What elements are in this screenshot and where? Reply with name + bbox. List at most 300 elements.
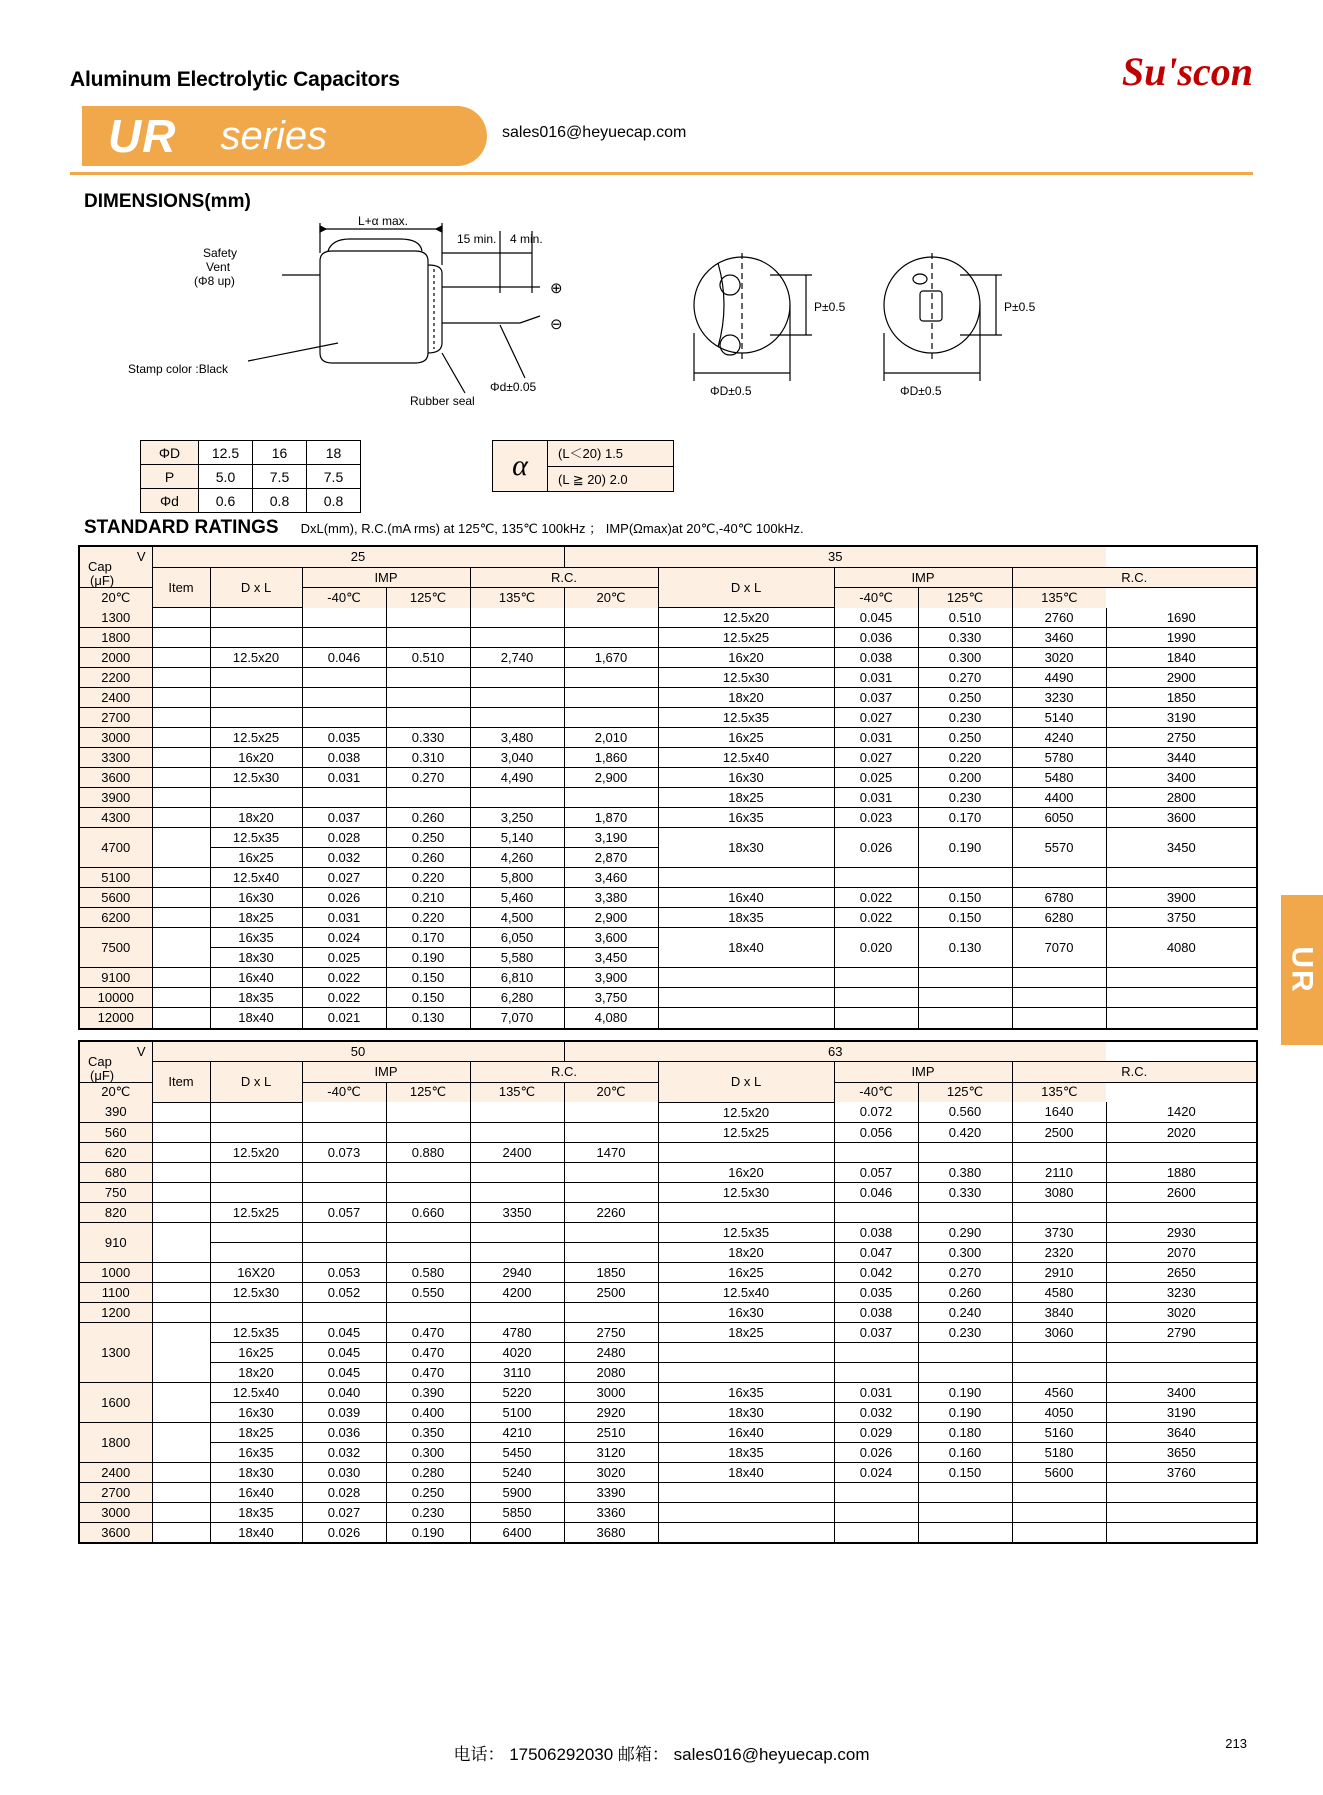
item-cell: [152, 1142, 210, 1162]
data-cell: 18x20: [210, 1362, 302, 1382]
dxl-cell: 16x40: [658, 1422, 834, 1442]
series-word: series: [220, 113, 328, 158]
table-row: [141, 441, 361, 465]
data-cell: 2,900: [564, 908, 658, 928]
data-cell: 2500: [1012, 1122, 1106, 1142]
dxl-cell: 18x25: [658, 788, 834, 808]
data-cell: 6,280: [470, 988, 564, 1008]
data-cell: [564, 1242, 658, 1262]
header-135c: 135℃: [470, 588, 564, 608]
data-cell: 0.026: [302, 1522, 386, 1542]
data-cell: 0.150: [918, 908, 1012, 928]
data-cell: 0.047: [834, 1242, 918, 1262]
dxl-cell: [658, 1522, 834, 1542]
header-m40c: -40℃: [834, 588, 918, 608]
data-cell: 16x25: [210, 848, 302, 868]
data-cell: 0.020: [834, 928, 918, 968]
item-cell: [152, 1382, 210, 1422]
header-dxl-2: D x L: [658, 1062, 834, 1103]
table-row: [80, 988, 1256, 1008]
data-cell: [302, 1302, 386, 1322]
header-rc-2: R.C.: [1012, 567, 1256, 588]
item-cell: [152, 1122, 210, 1142]
data-cell: 3,040: [470, 748, 564, 768]
data-cell: 5220: [470, 1382, 564, 1402]
table-row: [80, 1422, 1256, 1442]
data-cell: [470, 1102, 564, 1122]
dxl-cell: 18x20: [658, 1242, 834, 1262]
table-row: [80, 1008, 1256, 1028]
ratings-note: DxL(mm), R.C.(mA rms) at 125℃, 135℃ 100kHz ； IMP(Ωmax)at 20℃,-40℃ 100kHz.: [300, 521, 804, 536]
cap-cell: 6200: [80, 908, 152, 928]
dxl-cell: 16x35: [658, 808, 834, 828]
data-cell: 7070: [1012, 928, 1106, 968]
data-cell: 0.038: [834, 1302, 918, 1322]
dxl-cell: 12.5x30: [658, 1182, 834, 1202]
data-cell: [564, 688, 658, 708]
header-rc-1: R.C.: [470, 567, 658, 588]
data-cell: 3230: [1106, 1282, 1256, 1302]
ratings-table-2: [80, 1042, 1256, 1543]
data-cell: [302, 1222, 386, 1242]
data-cell: [302, 1122, 386, 1142]
data-cell: 3080: [1012, 1182, 1106, 1202]
cap-cell: 3000: [80, 1502, 152, 1522]
data-cell: 0.031: [302, 768, 386, 788]
item-cell: [152, 788, 210, 808]
data-cell: 2320: [1012, 1242, 1106, 1262]
header-cap-unit: (μF): [90, 573, 115, 588]
table-row: [80, 1142, 1256, 1162]
data-cell: [470, 788, 564, 808]
voltage-group-63: 63: [564, 1042, 1106, 1062]
data-cell: 5850: [470, 1502, 564, 1522]
data-cell: 12.5x35: [210, 1322, 302, 1342]
data-cell: 16x30: [210, 888, 302, 908]
dxl-cell: [658, 1502, 834, 1522]
table-row: [80, 1062, 1256, 1083]
data-cell: 0.330: [918, 628, 1012, 648]
data-cell: [1012, 988, 1106, 1008]
table-row: [80, 888, 1256, 908]
data-cell: 18x30: [210, 948, 302, 968]
data-cell: 12.5x40: [210, 868, 302, 888]
dxl-cell: 16x35: [658, 1382, 834, 1402]
data-cell: 0.037: [834, 1322, 918, 1342]
data-cell: [210, 788, 302, 808]
table-row: [80, 1522, 1256, 1542]
data-cell: 0.280: [386, 1462, 470, 1482]
data-cell: 0.024: [834, 1462, 918, 1482]
data-cell: [210, 668, 302, 688]
data-cell: 5,140: [470, 828, 564, 848]
item-cell: [152, 1102, 210, 1122]
data-cell: 16X20: [210, 1262, 302, 1282]
item-cell: [152, 1462, 210, 1482]
dimension-table: [140, 440, 361, 513]
data-cell: 3350: [470, 1202, 564, 1222]
data-cell: 3360: [564, 1502, 658, 1522]
table-row: [80, 1322, 1256, 1342]
data-cell: 3680: [564, 1522, 658, 1542]
data-cell: 0.027: [834, 748, 918, 768]
data-cell: 12.5x20: [210, 648, 302, 668]
data-cell: 1,860: [564, 748, 658, 768]
header-v-label: V: [136, 549, 146, 564]
brand-logo: Su'scon: [1121, 49, 1253, 94]
ratings-table-1: [80, 547, 1256, 1028]
data-cell: 1640: [1012, 1102, 1106, 1122]
data-cell: 0.037: [302, 808, 386, 828]
dxl-cell: 18x25: [658, 1322, 834, 1342]
label-phi-D-2: ΦD±0.5: [900, 384, 942, 398]
data-cell: [210, 1162, 302, 1182]
dxl-cell: [658, 1482, 834, 1502]
data-cell: 16x35: [210, 1442, 302, 1462]
data-cell: [1012, 1522, 1106, 1542]
data-cell: 3190: [1106, 708, 1256, 728]
data-cell: [1106, 1502, 1256, 1522]
header-cap-label: Cap: [88, 1053, 112, 1069]
table-row: [80, 788, 1256, 808]
dxl-cell: 12.5x35: [658, 708, 834, 728]
dxl-cell: [658, 1202, 834, 1222]
data-cell: 4400: [1012, 788, 1106, 808]
data-cell: [302, 608, 386, 628]
dim-row-label: Φd: [141, 489, 199, 513]
data-cell: 5180: [1012, 1442, 1106, 1462]
data-cell: [210, 1222, 302, 1242]
cap-cell: 2400: [80, 688, 152, 708]
data-cell: [1012, 1502, 1106, 1522]
table-row: [80, 1262, 1256, 1282]
data-cell: 3450: [1106, 828, 1256, 868]
dim-row-label: ΦD: [141, 441, 199, 465]
data-cell: 0.045: [834, 608, 918, 628]
data-cell: 1850: [564, 1262, 658, 1282]
header-125c: 125℃: [386, 588, 470, 608]
data-cell: 0.036: [302, 1422, 386, 1442]
table-row: [141, 489, 361, 513]
dxl-cell: [658, 1342, 834, 1362]
dxl-cell: 18x40: [658, 928, 834, 968]
data-cell: [302, 1162, 386, 1182]
data-cell: 0.250: [918, 688, 1012, 708]
dim-cell: 0.6: [199, 489, 253, 513]
data-cell: 6780: [1012, 888, 1106, 908]
data-cell: 1990: [1106, 628, 1256, 648]
data-cell: [918, 968, 1012, 988]
data-cell: 0.470: [386, 1342, 470, 1362]
alpha-definition-box: [492, 440, 674, 492]
cap-cell: 9100: [80, 968, 152, 988]
data-cell: 0.580: [386, 1262, 470, 1282]
dxl-cell: 12.5x25: [658, 1122, 834, 1142]
ratings-table-2-box: [78, 1040, 1258, 1545]
data-cell: 1420: [1106, 1102, 1256, 1122]
data-cell: 1850: [1106, 688, 1256, 708]
dim-cell: 0.8: [253, 489, 307, 513]
data-cell: [210, 1102, 302, 1122]
header-125c: 125℃: [918, 1082, 1012, 1102]
data-cell: 4490: [1012, 668, 1106, 688]
label-15min: 15 min.: [457, 232, 497, 246]
data-cell: 0.032: [302, 1442, 386, 1462]
data-cell: 3600: [1106, 808, 1256, 828]
dxl-cell: [658, 968, 834, 988]
series-badge: [82, 106, 487, 166]
data-cell: 3,900: [564, 968, 658, 988]
header-rc-1: R.C.: [470, 1062, 658, 1083]
data-cell: 5240: [470, 1462, 564, 1482]
data-cell: 12.5x20: [210, 1142, 302, 1162]
data-cell: 18x20: [210, 808, 302, 828]
data-cell: [918, 1522, 1012, 1542]
alpha-row: (L＜20) 1.5: [548, 441, 673, 467]
label-minus: ⊖: [550, 316, 563, 333]
table-row: [80, 908, 1256, 928]
data-cell: 0.045: [302, 1362, 386, 1382]
data-cell: [210, 1182, 302, 1202]
data-cell: [210, 628, 302, 648]
table-row: [80, 628, 1256, 648]
data-cell: 0.057: [302, 1202, 386, 1222]
dxl-cell: 18x20: [658, 688, 834, 708]
data-cell: 6050: [1012, 808, 1106, 828]
data-cell: 0.022: [834, 908, 918, 928]
data-cell: 0.560: [918, 1102, 1012, 1122]
label-p-tol-2: P±0.5: [1004, 300, 1036, 314]
data-cell: [386, 608, 470, 628]
table-row: [80, 1502, 1256, 1522]
data-cell: 5570: [1012, 828, 1106, 868]
data-cell: 0.230: [918, 708, 1012, 728]
data-cell: 4580: [1012, 1282, 1106, 1302]
data-cell: 0.220: [386, 868, 470, 888]
data-cell: [210, 1302, 302, 1322]
data-cell: 0.072: [834, 1102, 918, 1122]
data-cell: 1,870: [564, 808, 658, 828]
data-cell: [210, 1122, 302, 1142]
data-cell: 0.380: [918, 1162, 1012, 1182]
data-cell: [1012, 1202, 1106, 1222]
data-cell: [386, 788, 470, 808]
alpha-row: (L ≧ 20) 2.0: [558, 472, 628, 487]
data-cell: 5780: [1012, 748, 1106, 768]
data-cell: [918, 1202, 1012, 1222]
data-cell: [834, 1522, 918, 1542]
data-cell: 0.190: [386, 948, 470, 968]
series-code: UR: [108, 110, 177, 162]
table-row: [80, 1442, 1256, 1462]
data-cell: 12.5x25: [210, 1202, 302, 1222]
cap-cell: 7500: [80, 928, 152, 968]
label-safety-vent-2: Vent: [206, 260, 231, 274]
header-email: sales016@heyuecap.com: [502, 124, 687, 141]
data-cell: 2500: [564, 1282, 658, 1302]
data-cell: 2790: [1106, 1322, 1256, 1342]
cap-cell: 820: [80, 1202, 152, 1222]
data-cell: 16x25: [210, 1342, 302, 1362]
data-cell: 6280: [1012, 908, 1106, 928]
data-cell: 3,380: [564, 888, 658, 908]
data-cell: 0.031: [302, 908, 386, 928]
dim-cell: 12.5: [199, 441, 253, 465]
data-cell: 0.056: [834, 1122, 918, 1142]
data-cell: [302, 1182, 386, 1202]
data-cell: 0.250: [386, 828, 470, 848]
data-cell: 6,810: [470, 968, 564, 988]
cap-cell: 1200: [80, 1302, 152, 1322]
data-cell: 0.660: [386, 1202, 470, 1222]
data-cell: [470, 1162, 564, 1182]
table-row: [80, 1482, 1256, 1502]
header-dxl-2: D x L: [658, 567, 834, 608]
header-135c: 135℃: [1012, 588, 1106, 608]
table-row: [80, 868, 1256, 888]
data-cell: [386, 688, 470, 708]
item-cell: [152, 608, 210, 628]
item-cell: [152, 1502, 210, 1522]
data-cell: 18x30: [210, 1462, 302, 1482]
data-cell: 4560: [1012, 1382, 1106, 1402]
data-cell: 12.5x30: [210, 768, 302, 788]
data-cell: [210, 1242, 302, 1262]
voltage-group-50: 50: [152, 1042, 564, 1062]
page-title: Aluminum Electrolytic Capacitors: [70, 68, 400, 91]
item-cell: [152, 988, 210, 1008]
table-row: [80, 808, 1256, 828]
data-cell: 4050: [1012, 1402, 1106, 1422]
cap-cell: 2400: [80, 1462, 152, 1482]
data-cell: 0.230: [386, 1502, 470, 1522]
data-cell: 0.300: [386, 1442, 470, 1462]
data-cell: 1470: [564, 1142, 658, 1162]
table-row: [80, 1102, 1256, 1122]
cap-cell: 910: [80, 1222, 152, 1262]
data-cell: 0.130: [918, 928, 1012, 968]
item-cell: [152, 868, 210, 888]
data-cell: 18x35: [210, 988, 302, 1008]
data-cell: 4,260: [470, 848, 564, 868]
cap-cell: 2000: [80, 648, 152, 668]
cap-cell: 2700: [80, 708, 152, 728]
data-cell: 0.032: [302, 848, 386, 868]
data-cell: 5600: [1012, 1462, 1106, 1482]
data-cell: [210, 608, 302, 628]
data-cell: 2600: [1106, 1182, 1256, 1202]
data-cell: 0.330: [386, 728, 470, 748]
label-phi-D-1: ΦD±0.5: [710, 384, 752, 398]
ratings-header: [84, 517, 1253, 539]
data-cell: 0.028: [302, 828, 386, 848]
data-cell: 16x20: [210, 748, 302, 768]
cap-cell: 2700: [80, 1482, 152, 1502]
data-cell: 0.510: [918, 608, 1012, 628]
cap-cell: 4700: [80, 828, 152, 868]
label-safety-vent-3: (Φ8 up): [194, 274, 235, 288]
data-cell: 18x25: [210, 908, 302, 928]
table-row: [80, 608, 1256, 628]
data-cell: [470, 1122, 564, 1142]
data-cell: [918, 1008, 1012, 1028]
cap-cell: 3000: [80, 728, 152, 748]
data-cell: 12.5x25: [210, 728, 302, 748]
data-cell: [564, 708, 658, 728]
data-cell: 2940: [470, 1262, 564, 1282]
data-cell: 0.170: [386, 928, 470, 948]
data-cell: 1840: [1106, 648, 1256, 668]
data-cell: 0.021: [302, 1008, 386, 1028]
dxl-cell: 16x25: [658, 1262, 834, 1282]
data-cell: [386, 628, 470, 648]
header-cap-unit: (μF): [90, 1067, 115, 1083]
data-cell: [918, 1142, 1012, 1162]
data-cell: 7,070: [470, 1008, 564, 1028]
data-cell: 0.046: [302, 648, 386, 668]
header-cap-label: Cap: [88, 559, 112, 574]
table-row: [80, 547, 1256, 567]
data-cell: [564, 1182, 658, 1202]
data-cell: 0.190: [918, 1382, 1012, 1402]
dimensions-title: DIMENSIONS(mm): [84, 191, 251, 212]
data-cell: 16x40: [210, 1482, 302, 1502]
cap-cell: 1300: [80, 1322, 152, 1382]
data-cell: [918, 988, 1012, 1008]
data-cell: 0.350: [386, 1422, 470, 1442]
item-cell: [152, 688, 210, 708]
data-cell: 4,490: [470, 768, 564, 788]
item-cell: [152, 748, 210, 768]
cap-cell: 12000: [80, 1008, 152, 1028]
data-cell: 0.073: [302, 1142, 386, 1162]
data-cell: [564, 1222, 658, 1242]
dxl-cell: [658, 868, 834, 888]
data-cell: [1106, 868, 1256, 888]
data-cell: [386, 708, 470, 728]
data-cell: 0.880: [386, 1142, 470, 1162]
data-cell: 4780: [470, 1322, 564, 1342]
data-cell: 0.160: [918, 1442, 1012, 1462]
cap-cell: 680: [80, 1162, 152, 1182]
label-l-alpha: L+α max.: [358, 214, 408, 228]
data-cell: 5,800: [470, 868, 564, 888]
header-item-1: Item: [152, 1062, 210, 1103]
data-cell: [386, 1302, 470, 1322]
voltage-group-35: 35: [564, 547, 1106, 567]
data-cell: [1106, 1482, 1256, 1502]
item-cell: [152, 1522, 210, 1542]
table-row: [80, 1222, 1256, 1242]
dxl-cell: 18x35: [658, 1442, 834, 1462]
data-cell: [834, 1502, 918, 1522]
data-cell: 3400: [1106, 1382, 1256, 1402]
data-cell: [1012, 1362, 1106, 1382]
cap-cell: 1100: [80, 1282, 152, 1302]
data-cell: 0.130: [386, 1008, 470, 1028]
dxl-cell: 12.5x25: [658, 628, 834, 648]
data-cell: [210, 708, 302, 728]
dxl-cell: 16x30: [658, 1302, 834, 1322]
data-cell: 3840: [1012, 1302, 1106, 1322]
data-cell: 3110: [470, 1362, 564, 1382]
data-cell: [470, 1182, 564, 1202]
table-row: [80, 768, 1256, 788]
cap-cell: 390: [80, 1102, 152, 1122]
side-tab-ur: [1281, 895, 1323, 1045]
page-number: 213: [1225, 1736, 1247, 1751]
label-phi-d: Φd±0.05: [490, 380, 537, 394]
